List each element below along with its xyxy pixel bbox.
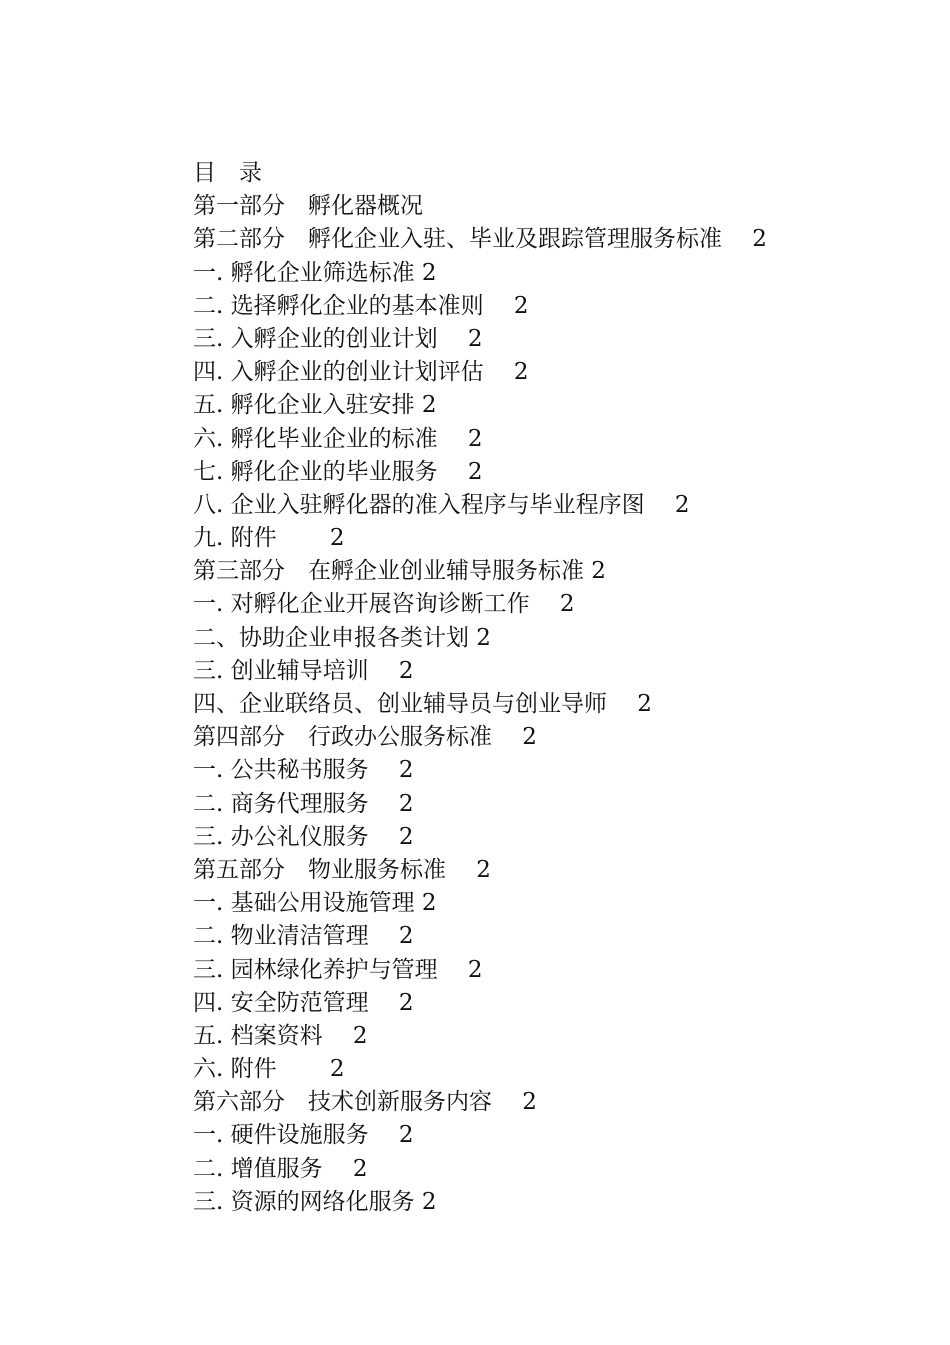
- toc-entry: 五. 孵化企业入驻安排 2: [193, 392, 437, 419]
- toc-entry: 三. 创业辅导培训 2: [193, 657, 414, 684]
- toc-entry: 一. 孵化企业筛选标准 2: [193, 259, 437, 286]
- toc-title: 目 录: [193, 160, 262, 186]
- toc-entry-part-5: 第五部分 物业服务标准 2: [193, 856, 491, 883]
- toc-entry: 四. 安全防范管理 2: [193, 989, 414, 1016]
- toc-entry: 七. 孵化企业的毕业服务 2: [193, 458, 483, 485]
- toc-entry: 三. 园林绿化养护与管理 2: [193, 956, 483, 983]
- toc-entry: 二. 物业清洁管理 2: [193, 923, 414, 950]
- toc-entry: 一. 基础公用设施管理 2: [193, 890, 437, 917]
- toc-entry-part-3: 第三部分 在孵企业创业辅导服务标准 2: [193, 558, 606, 585]
- toc-entry: 一. 硬件设施服务 2: [193, 1122, 414, 1149]
- toc-entry: 三. 入孵企业的创业计划 2: [193, 325, 483, 352]
- toc-entry: 一. 对孵化企业开展咨询诊断工作 2: [193, 591, 575, 618]
- toc-entry-part-2: 第二部分 孵化企业入驻、毕业及跟踪管理服务标准 2: [193, 226, 767, 253]
- toc-entry: 八. 企业入驻孵化器的准入程序与毕业程序图 2: [193, 491, 690, 518]
- table-of-contents: [193, 157, 893, 1219]
- toc-entry: 二. 选择孵化企业的基本准则 2: [193, 292, 529, 319]
- toc-entry-part-6: 第六部分 技术创新服务内容 2: [193, 1089, 537, 1116]
- toc-entry: 四. 入孵企业的创业计划评估 2: [193, 359, 529, 386]
- toc-entry-part-4: 第四部分 行政办公服务标准 2: [193, 724, 537, 751]
- toc-entry: 二、协助企业申报各类计划 2: [193, 624, 491, 651]
- toc-entry: 一. 公共秘书服务 2: [193, 757, 414, 784]
- toc-entry: 三. 资源的网络化服务 2: [193, 1188, 437, 1215]
- toc-entry: 二. 商务代理服务 2: [193, 790, 414, 817]
- toc-entry: 六. 附件 2: [193, 1056, 345, 1083]
- toc-entry: 五. 档案资料 2: [193, 1022, 368, 1049]
- toc-entry: 九. 附件 2: [193, 525, 345, 552]
- toc-entry: 二. 增值服务 2: [193, 1155, 368, 1182]
- toc-entry: 三. 办公礼仪服务 2: [193, 823, 414, 850]
- toc-entry: 四、企业联络员、创业辅导员与创业导师 2: [193, 691, 652, 717]
- toc-list: [193, 190, 893, 1219]
- toc-entry: 六. 孵化毕业企业的标准 2: [193, 425, 483, 452]
- toc-entry-part-1: 第一部分 孵化器概况: [193, 193, 423, 220]
